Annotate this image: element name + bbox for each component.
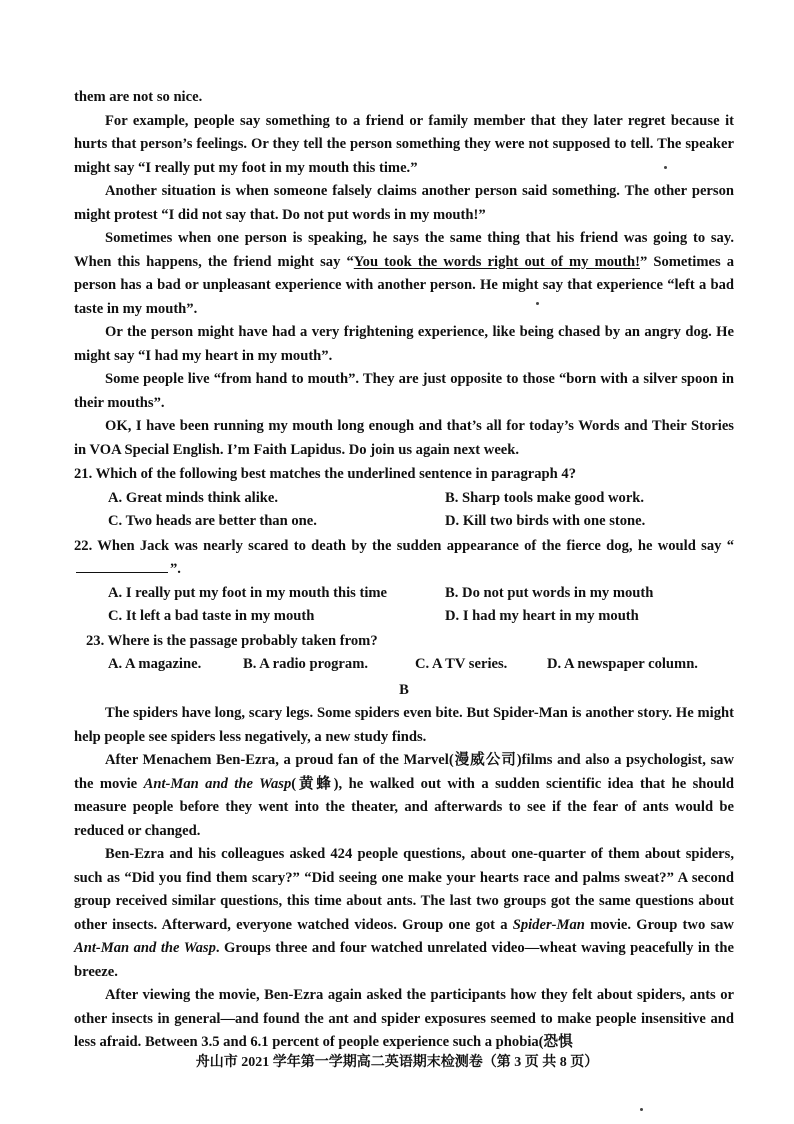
passage-b-paragraph-4: After viewing the movie, Ben-Ezra again asked the participants how they felt about spiders, ants or other insects in general—and found the ant and spider exposures seemed to make people insensitive and less afraid. Between 3.5 and 6.1 percent of people experience such a phobia(恐惧	[74, 987, 734, 1050]
paragraph-3-text-after: ” Sometimes a person has a bad or unpleasant experience with another person. He might say that experience “left a bad taste in my mouth”.	[74, 253, 735, 317]
passage-b-paragraph-3	[74, 843, 734, 984]
passage-a-fragment: them are not so nice.	[74, 89, 203, 105]
passage-a-paragraph-6: OK, I have been running my mouth long enough and that’s all for today’s Words and Their Stories in VOA Special English. I’m Faith Lapidus. Do join us again next week.	[74, 418, 734, 458]
page-footer: 舟山市 2021 学年第一学期高二英语期末检测卷（第 3 页 共 8 页）	[195, 1055, 599, 1070]
option-c: C. Two heads are better than one.	[108, 513, 317, 529]
passage-a-paragraph-3	[74, 227, 734, 321]
paragraph-3-text-before: Sometimes when one person is speaking, he says the same thing that his friend was going to say. When this happens, the friend might say “	[74, 230, 734, 270]
paragraph-text: After Menachem Ben-Ezra, a proud fan of the Marvel(漫威公司)films and also a psychologist, saw the movie	[74, 752, 734, 792]
question-23-stem: 23. Where is the passage probably taken from?	[86, 632, 378, 649]
option-b: B. Do not put words in my mouth	[445, 584, 654, 601]
question-22-stem-after: ”.	[170, 561, 181, 577]
passage-b-paragraph-1: The spiders have long, scary legs. Some spiders even bite. But Spider-Man is another story. He might help people see spiders less negatively, a new study finds.	[74, 705, 734, 745]
question-22-stem	[74, 535, 734, 582]
passage-b-paragraph-2	[74, 749, 734, 843]
movie-title: Spider-Man	[512, 916, 585, 933]
option-a: A. Great minds think alike.	[108, 489, 279, 506]
option-d: D. A newspaper column.	[547, 656, 698, 672]
passage-a-paragraph-2: Another situation is when someone falsely claims another person said something. The other person might protest “I did not say that. Do not put words in my mouth!”	[74, 183, 734, 223]
question-22-options	[74, 582, 734, 629]
paragraph-text: movie. Group two saw	[584, 916, 734, 933]
question-22-stem-before: 22. When Jack was nearly scared to death by the sudden appearance of the fierce dog, he would say “	[74, 537, 734, 554]
movie-title: Ant-Man and the Wasp	[143, 775, 292, 792]
movie-title: Ant-Man and the Wasp	[74, 940, 216, 956]
paragraph-text: (黄蜂), he walked out with a sudden scientific idea that he should measure people before they went into the theater, and afterwards to see if the fear of ants would be reduced or changed.	[74, 775, 734, 839]
option-b: B. Sharp tools make good work.	[445, 489, 645, 506]
answer-blank	[76, 558, 168, 573]
option-a: A. A magazine.	[108, 656, 202, 672]
passage-a-paragraph-1: For example, people say something to a friend or family member that they later regret because it hurts that person’s feelings. Or they tell the person something they were not supposed to tell. The speaker might say “I really put my foot in my mouth this time.”	[74, 112, 734, 176]
option-c: C. A TV series.	[415, 656, 508, 672]
passage-a-paragraph-4: Or the person might have had a very frightening experience, like being chased by an angry dog. He might say “I had my heart in my mouth”.	[74, 324, 734, 364]
option-d: D. I had my heart in my mouth	[445, 608, 639, 624]
underlined-sentence: You took the words right out of my mouth!	[353, 253, 640, 270]
paragraph-text: Ben-Ezra and his colleagues asked 424 people questions, about one-quarter of them about spiders, such as “Did you find them scary?” “Did seeing one make your hearts race and palms sweat?” A second group received similar questions, this time about ants. The last two groups got the same questions about other insects. Afterward, everyone watched videos. Group one got a	[74, 846, 734, 933]
option-b: B. A radio program.	[243, 656, 369, 672]
option-d: D. Kill two birds with one stone.	[445, 513, 646, 529]
question-22	[74, 535, 734, 629]
paragraph-text: . Groups three and four watched unrelated video—wheat waving peacefully in the breeze.	[74, 940, 734, 980]
question-23	[74, 630, 734, 677]
passage-a-paragraph-5: Some people live “from hand to mouth”. They are just opposite to those “born with a silver spoon in their mouths”.	[74, 371, 734, 411]
section-b-heading: B	[399, 681, 409, 698]
question-21	[74, 463, 734, 534]
option-c: C. It left a bad taste in my mouth	[108, 608, 315, 624]
question-21-options	[74, 487, 734, 534]
question-21-stem: 21. Which of the following best matches the underlined sentence in paragraph 4?	[74, 466, 577, 482]
scan-speck	[536, 302, 539, 305]
scan-speck	[664, 166, 667, 169]
question-23-options	[74, 653, 734, 677]
option-a: A. I really put my foot in my mouth this time	[108, 584, 388, 601]
scan-speck	[640, 1108, 643, 1111]
